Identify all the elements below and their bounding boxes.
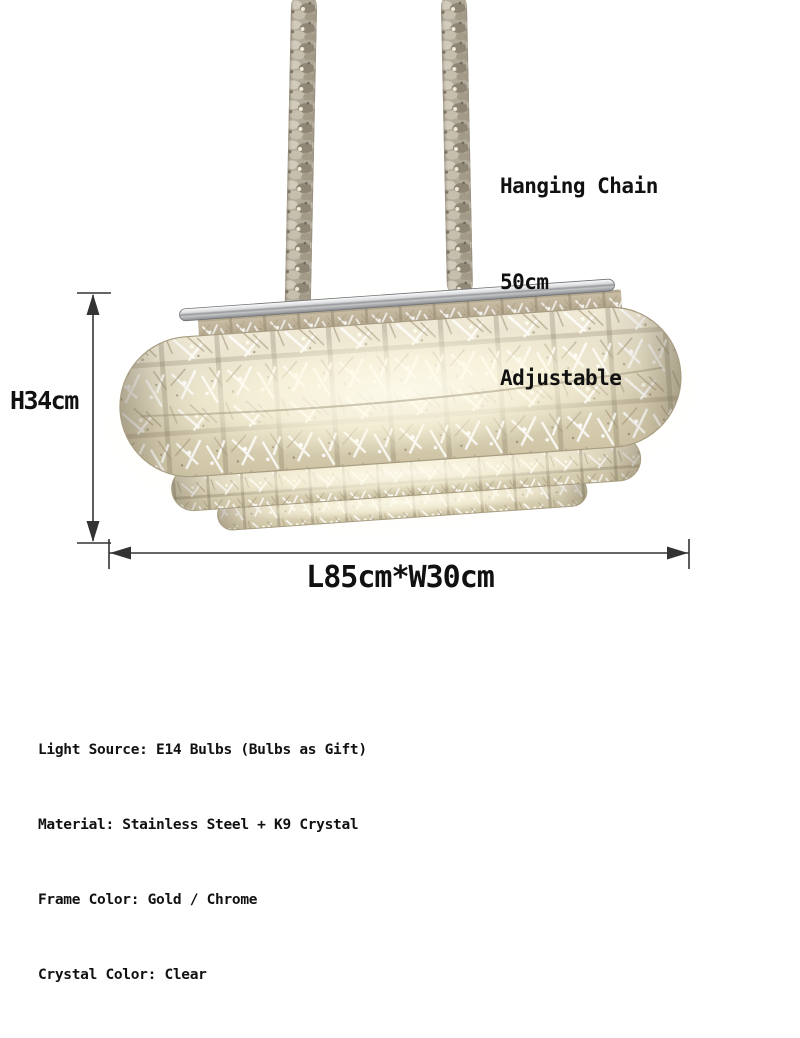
hanging-chain-note <box>500 106 658 458</box>
height-dimension-label: H34cm <box>10 386 78 415</box>
spec-light-source: Light Source: E14 Bulbs (Bulbs as Gift) <box>38 742 367 758</box>
size-dimension-label: L85cm*W30cm <box>306 560 494 595</box>
hanging-chain-left <box>285 0 318 312</box>
hanging-chain-note-line3: Adjustable <box>500 366 622 390</box>
spec-list <box>38 688 367 1038</box>
hanging-chain-note-line1: Hanging Chain <box>500 174 658 198</box>
hanging-chain-right <box>441 0 473 296</box>
spec-crystal-color: Crystal Color: Clear <box>38 967 207 983</box>
hanging-chain-note-line2: 50cm <box>500 270 549 294</box>
spec-material: Material: Stainless Steel + K9 Crystal <box>38 817 359 833</box>
spec-frame-color: Frame Color: Gold / Chrome <box>38 892 258 908</box>
